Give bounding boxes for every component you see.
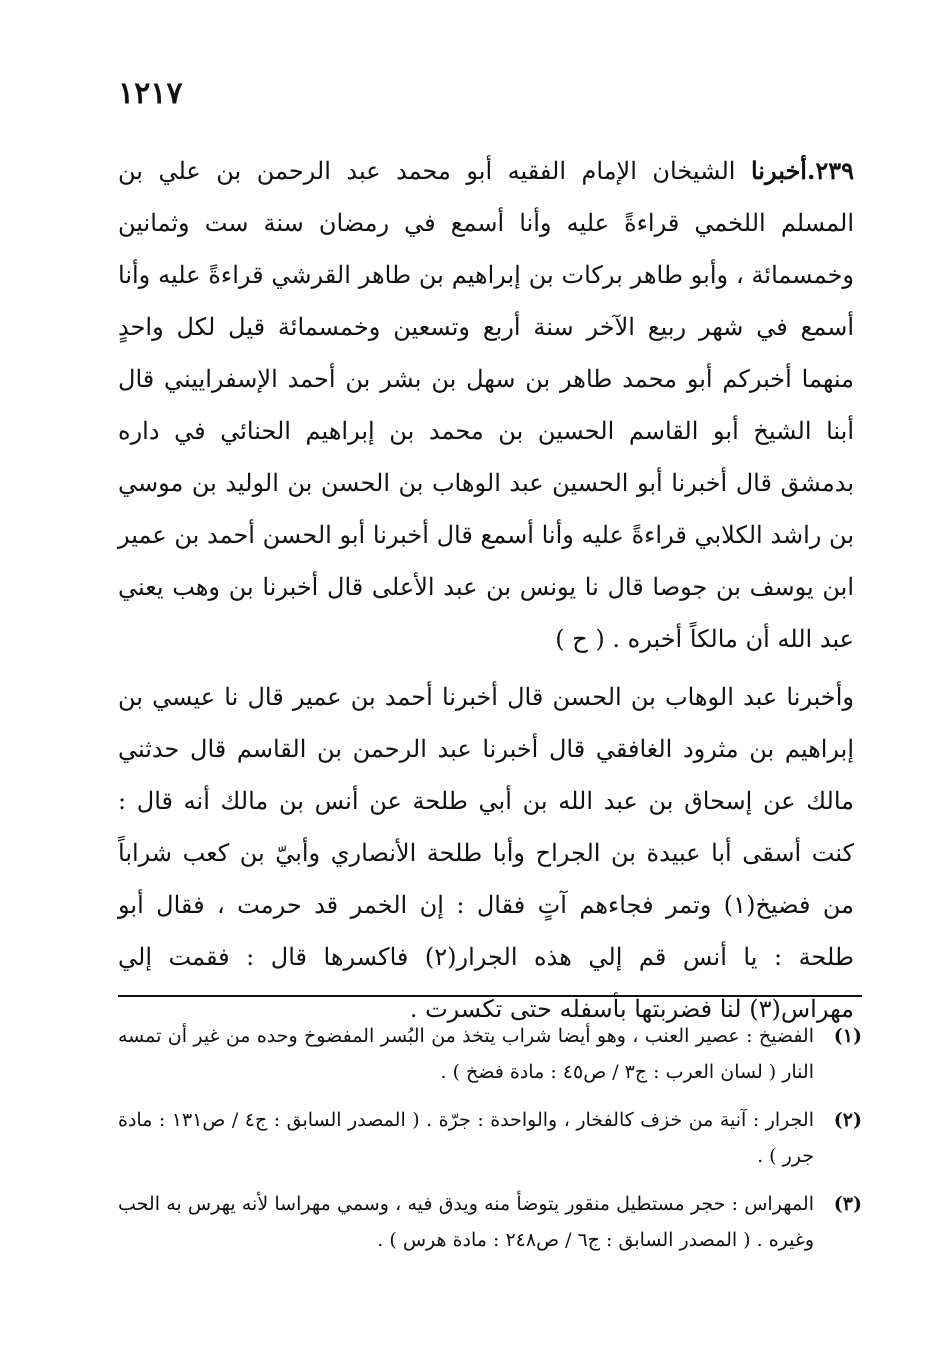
hadith-paragraph-2: وأخبرنا عبد الوهاب بن الحسن قال أخبرنا أحمد بن عمير قال نا عيسي بن إبراهيم بن مثرود الغافقي قال أخبرنا عبد الرحمن بن القاسم قال حدثني مالك عن إسحاق بن عبد الله بن أبي طلحة عن أنس بن مالك أنه قال : كنت أسقى أبا عبيدة بن الجراح وأبا طلحة الأنصاري وأبيّ بن كعب شراباً من فضيخ(١) وتمر فجاءهم آتٍ فقال : إن الخمر قد حرمت ، فقال أبو طلحة : يا أنس قم إلي هذه الجرار(٢) فاكسرها قال : فقمت إلي مهراس(٣) لنا فضربتها بأسفله حتى تكسرت . bbox=[118, 683, 855, 1023]
hadith-paragraph-1 bbox=[118, 145, 854, 665]
footnote-text: الجرار : آنية من خزف كالفخار ، والواحدة : جرّة . ( المصدر السابق : ج٤ / ص١٣١ : مادة جرر ) . bbox=[118, 1109, 814, 1167]
footnote-number: (٢) bbox=[833, 1109, 862, 1131]
footnote-3 bbox=[118, 1186, 862, 1258]
hadith-lead-in: أخبرنا bbox=[750, 156, 807, 185]
footnote-divider bbox=[118, 995, 862, 997]
main-text bbox=[118, 145, 854, 1035]
hadith-number: ٢٣٩. bbox=[806, 156, 854, 185]
footnote-text: المهراس : حجر مستطيل منقور يتوضأ منه ويدق فيه ، وسمي مهراسا لأنه يهرس به الحب وغيره . ( المصدر السابق : ج٦ / ص٢٤٨ : مادة هرس ) . bbox=[118, 1193, 814, 1251]
page-number: ١٢١٧ bbox=[118, 76, 183, 111]
footnote-number: (١) bbox=[833, 1025, 862, 1047]
footnote-2 bbox=[118, 1102, 862, 1174]
footnote-text: الفضيخ : عصير العنب ، وهو أيضا شراب يتخذ من البُسر المفضوخ وحده من غير أن تمسه النار ( لسان العرب : ج٣ / ص٤٥ : مادة فضخ ) . bbox=[118, 1025, 814, 1083]
footnote-1 bbox=[118, 1018, 862, 1090]
hadith-text-1: الشيخان الإمام الفقيه أبو محمد عبد الرحمن بن علي بن المسلم اللخمي قراءةً عليه وأنا أسمع في رمضان سنة ست وثمانين وخمسمائة ، وأبو طاهر بركات بن إبراهيم بن طاهر القرشي قراءةً عليه وأنا أسمع في شهر ربيع الآخر سنة أربع وتسعين وخمسمائة قيل لكل واحدٍ منهما أخبركم أبو محمد طاهر بن سهل بن بشر بن أحمد الإسفراييني قال أبنا الشيخ أبو القاسم الحسين بن محمد بن إبراهيم الحنائي في داره بدمشق قال أخبرنا أبو الحسين عبد الوهاب بن الحسن بن الوليد بن موسي بن راشد الكلابي قراءةً عليه وأنا أسمع قال أخبرنا أبو الحسن أحمد بن عمير ابن يوسف بن جوصا قال نا يونس بن عبد الأعلى قال أخبرنا بن وهب يعني عبد الله أن مالكاً أخبره . ( ح ) bbox=[118, 157, 855, 653]
footnote-number: (٣) bbox=[833, 1193, 862, 1215]
footnotes bbox=[118, 1018, 862, 1270]
